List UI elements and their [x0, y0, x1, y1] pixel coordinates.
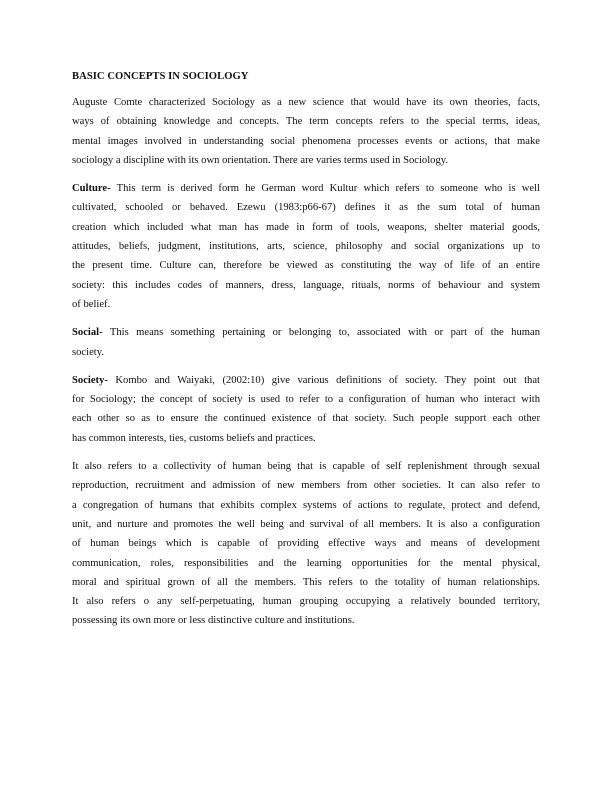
paragraph-line: of human beings which is capable of providing effective ways and means of development — [72, 538, 540, 550]
paragraph-line: creation which included what man has made in form of tools, weapons, shelter material goods, — [72, 221, 540, 233]
paragraph-line: sociology a discipline with its own orientation. There are varies terms used in Sociology. — [72, 154, 448, 166]
paragraph-line-text: This means something pertaining or belonging to, associated with or part of the human — [102, 327, 540, 339]
paragraph-line: communication, roles, responsibilities and the learning opportunities for the mental physical, — [72, 557, 540, 569]
paragraph-line: the present time. Culture can, therefore be viewed as constituting the way of life of an entire — [72, 260, 540, 272]
paragraph-line: for Sociology; the concept of society is used to refer to a configuration of human who interact with — [72, 394, 540, 406]
paragraph-line-text: This term is derived form he German word Kultur which refers to someone who is well — [110, 183, 540, 195]
intro-paragraph — [72, 93, 540, 170]
paragraph-line — [72, 371, 540, 390]
paragraph-line: reproduction, recruitment and admission of new members from other societies. It can also refer to — [72, 480, 540, 492]
paragraph-line: society: this includes codes of manners, dress, language, rituals, norms of behaviour and system — [72, 279, 540, 291]
society-continued-paragraph — [72, 457, 540, 631]
paragraph-line: unit, and nurture and promotes the well being and survival of all members. It is also a configuration — [72, 518, 540, 530]
paragraph-line: attitudes, beliefs, judgment, institutions, arts, science, philosophy and social organizations up to — [72, 241, 540, 253]
paragraph-line: each other so as to ensure the continued existence of that society. Such people support each other — [72, 413, 540, 425]
document-title: BASIC CONCEPTS IN SOCIOLOGY — [72, 71, 249, 82]
paragraph-line: of belief. — [72, 298, 111, 310]
paragraph-line: It also refers to a collectivity of human being that is capable of self replenishment through sexual — [72, 461, 540, 473]
paragraph-line: has common interests, ties, customs beliefs and practices. — [72, 432, 316, 444]
paragraph-line: society. — [72, 346, 104, 358]
paragraph-line: It also refers o any self-perpetuating, human grouping occupying a relatively bounded territory, — [72, 596, 540, 608]
social-paragraph — [72, 323, 540, 362]
paragraph-line-text: Kombo and Waiyaki, (2002:10) give various definitions of society. They point out that — [107, 374, 540, 386]
paragraph-line: ways of obtaining knowledge and concepts. The term concepts refers to the special terms, ideas, — [72, 116, 540, 128]
term-society: Society- — [72, 374, 108, 386]
culture-paragraph — [72, 179, 540, 314]
paragraph-line: moral and spiritual grown of all the members. This refers to the totality of human relationships. — [72, 576, 540, 588]
paragraph-line: Auguste Comte characterized Sociology as a new science that would have its own theories, facts, — [72, 97, 540, 108]
document-page — [72, 70, 540, 640]
term-social: Social- — [72, 327, 103, 339]
paragraph-line: a congregation of humans that exhibits complex systems of actions to regulate, protect and defend, — [72, 499, 540, 511]
paragraph-line: possessing its own more or less distinctive culture and institutions. — [72, 615, 355, 627]
term-culture: Culture- — [72, 183, 111, 195]
paragraph-line — [72, 323, 540, 342]
paragraph-line — [72, 179, 540, 198]
paragraph-line: cultivated, schooled or behaved. Ezewu (1983:p66-67) defines it as the sum total of human — [72, 202, 540, 214]
society-paragraph — [72, 371, 540, 448]
paragraph-line: mental images involved in understanding social phenomena processes events or actions, that make — [72, 135, 540, 147]
